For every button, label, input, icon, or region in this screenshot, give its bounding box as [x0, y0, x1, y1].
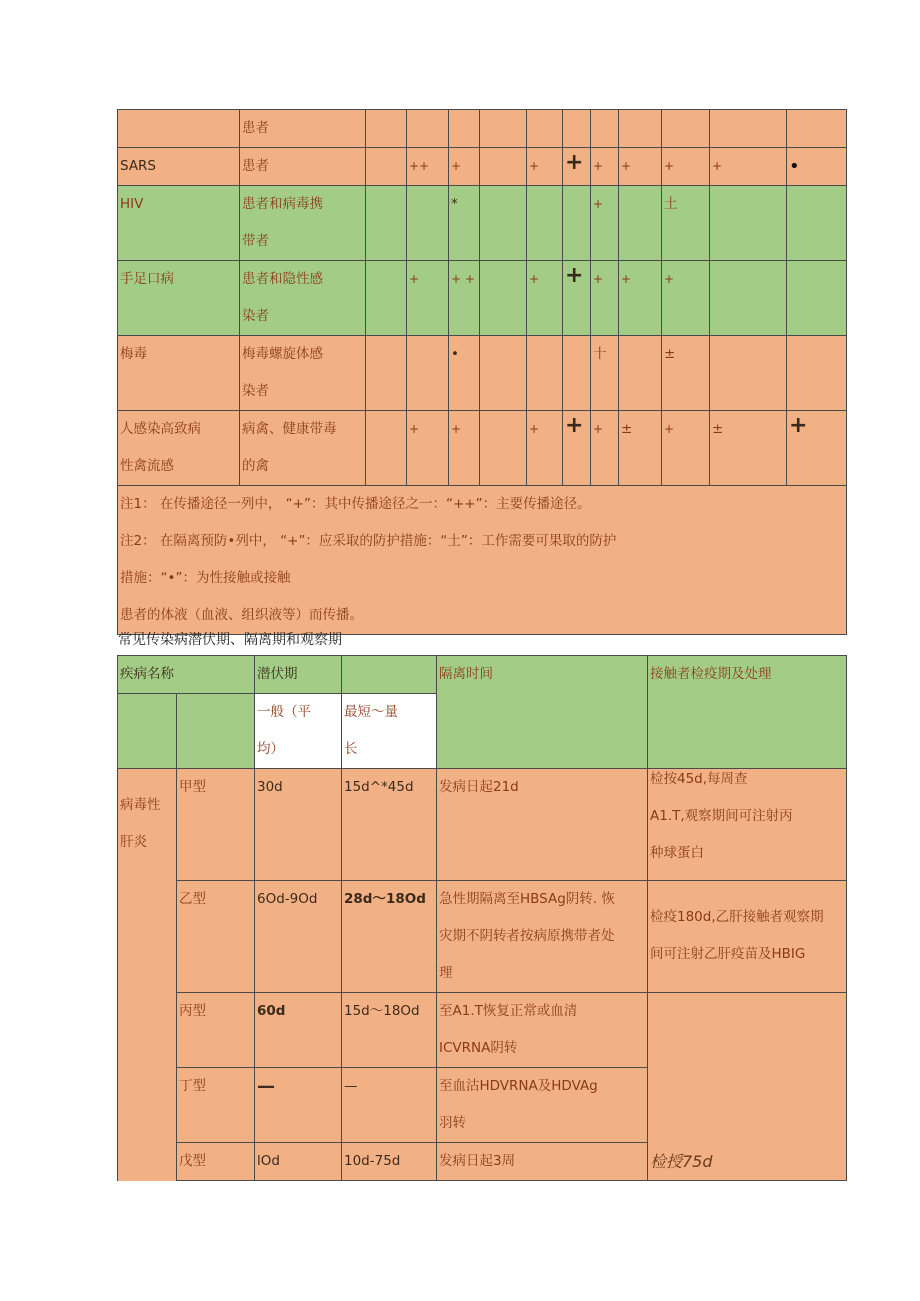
note-line: 患者的体液（血液、组织液等）而传播。	[120, 607, 363, 623]
mark-cell: +	[449, 148, 480, 186]
incubation-table	[117, 655, 847, 1181]
mark-cell: +	[662, 148, 710, 186]
contact-cell: 检授75d	[648, 1143, 847, 1181]
note-line: 注1： 在传播途径一列中， “+”：其中传播途径之一：“++”：主要传播途径。	[120, 496, 591, 512]
table-row	[118, 110, 847, 148]
general-cell: 30d	[255, 769, 342, 881]
mark-cell: •	[787, 148, 847, 186]
header-disease: 疾病名称	[118, 656, 255, 694]
table-row	[118, 881, 847, 993]
header-row: 一般（平 均） 最短～量 长	[118, 694, 847, 769]
mark-cell: +	[527, 261, 563, 336]
note-line: 措施：“•”：为性接触或接触	[120, 570, 291, 586]
disease-cell: 梅毒	[118, 336, 240, 411]
source-cell: 患者	[240, 148, 366, 186]
mark-cell: +	[407, 261, 449, 336]
note-line: 注2： 在隔离预防•列中， “+”：应采取的防护措施：“土”：工作需要可果取的防护	[120, 533, 617, 549]
type-cell: 甲型	[177, 769, 255, 881]
mark-cell: +	[407, 411, 449, 486]
isolation-cell: 发病日起3周	[437, 1143, 648, 1181]
mark-cell: +	[591, 148, 619, 186]
source-cell: 患者	[240, 110, 366, 148]
mark-cell: +	[591, 411, 619, 486]
range-cell: 10d-75d	[342, 1143, 437, 1181]
general-cell: 60d	[255, 993, 342, 1068]
source-cell: 患者和病毒携 带者	[240, 186, 366, 261]
header-contact: 接触者检疫期及处理	[648, 656, 847, 769]
header-row	[118, 656, 847, 694]
disease-cell: 手足口病	[118, 261, 240, 336]
header-incubation: 潜伏期	[255, 656, 342, 694]
table-row	[118, 261, 847, 336]
range-cell: —	[342, 1068, 437, 1143]
type-cell: 丁型	[177, 1068, 255, 1143]
mark-cell: ±	[710, 411, 787, 486]
isolation-cell: 至A1.T恢复正常或血清 ICVRNA阴转	[437, 993, 648, 1068]
isolation-cell: 发病日起21d	[437, 769, 648, 881]
section-title: 常见传染病潜伏期、隔离期和观察期	[118, 632, 342, 648]
mark-cell: ±	[662, 336, 710, 411]
type-cell: 丙型	[177, 993, 255, 1068]
contact-cell: 检疫180d,乙肝接触者观察期 间可注射乙肝疫苗及HBIG	[648, 881, 847, 993]
mark-cell: +	[619, 148, 662, 186]
source-cell: 病禽、健康带毒 的禽	[240, 411, 366, 486]
mark-cell: + +	[449, 261, 480, 336]
mark-cell: 土	[662, 186, 710, 261]
contact-cell: 检按45d,每周查 A1.T,观察期间可注射丙 种球蛋白	[648, 769, 847, 881]
notes-cell	[118, 486, 847, 635]
range-cell: 15d^*45d	[342, 769, 437, 881]
source-cell: 梅毒螺旋体感 染者	[240, 336, 366, 411]
isolation-cell: 至血沽HDVRNA及HDVAg 羽转	[437, 1068, 648, 1143]
mark-cell: +	[591, 261, 619, 336]
general-cell: 6Od-9Od	[255, 881, 342, 993]
mark-cell: +	[527, 148, 563, 186]
type-cell: 戊型	[177, 1143, 255, 1181]
mark-cell: *	[449, 186, 480, 261]
source-cell: 患者和隐性感 染者	[240, 261, 366, 336]
mark-cell: +	[527, 411, 563, 486]
type-cell: 乙型	[177, 881, 255, 993]
mark-cell: ±	[619, 411, 662, 486]
table-row	[118, 148, 847, 186]
group-label: 病毒性 肝炎	[118, 769, 177, 993]
table-row	[118, 336, 847, 411]
table-row	[118, 993, 847, 1068]
mark-cell: +	[449, 411, 480, 486]
mark-cell: +	[662, 411, 710, 486]
general-cell: —	[255, 1068, 342, 1143]
notes-row	[118, 486, 847, 635]
mark-cell: +	[662, 261, 710, 336]
mark-cell: +	[563, 261, 591, 336]
mark-cell: •	[449, 336, 480, 411]
table-row	[118, 769, 847, 881]
mark-cell: +	[619, 261, 662, 336]
disease-cell: HIV	[118, 186, 240, 261]
table-row	[118, 186, 847, 261]
disease-cell: SARS	[118, 148, 240, 186]
mark-cell: +	[787, 411, 847, 486]
header-isolation: 隔离时间	[437, 656, 648, 769]
table-row	[118, 411, 847, 486]
general-cell: lOd	[255, 1143, 342, 1181]
range-cell: 15d～18Od	[342, 993, 437, 1068]
mark-cell: +	[563, 148, 591, 186]
disease-cell	[118, 110, 240, 148]
contact-cell	[648, 993, 847, 1143]
transmission-table	[117, 109, 847, 635]
table-row	[118, 1143, 847, 1181]
mark-cell: ++	[407, 148, 449, 186]
range-cell: 28d～18Od	[342, 881, 437, 993]
disease-cell: 人感染高致病 性禽流感	[118, 411, 240, 486]
mark-cell: +	[591, 186, 619, 261]
mark-cell: +	[563, 411, 591, 486]
mark-cell: +	[710, 148, 787, 186]
mark-cell: 十	[591, 336, 619, 411]
isolation-cell: 急性期隔离至HBSAg阴转. 恢 灾期不阴转者按病原携带者处 理	[437, 881, 648, 993]
